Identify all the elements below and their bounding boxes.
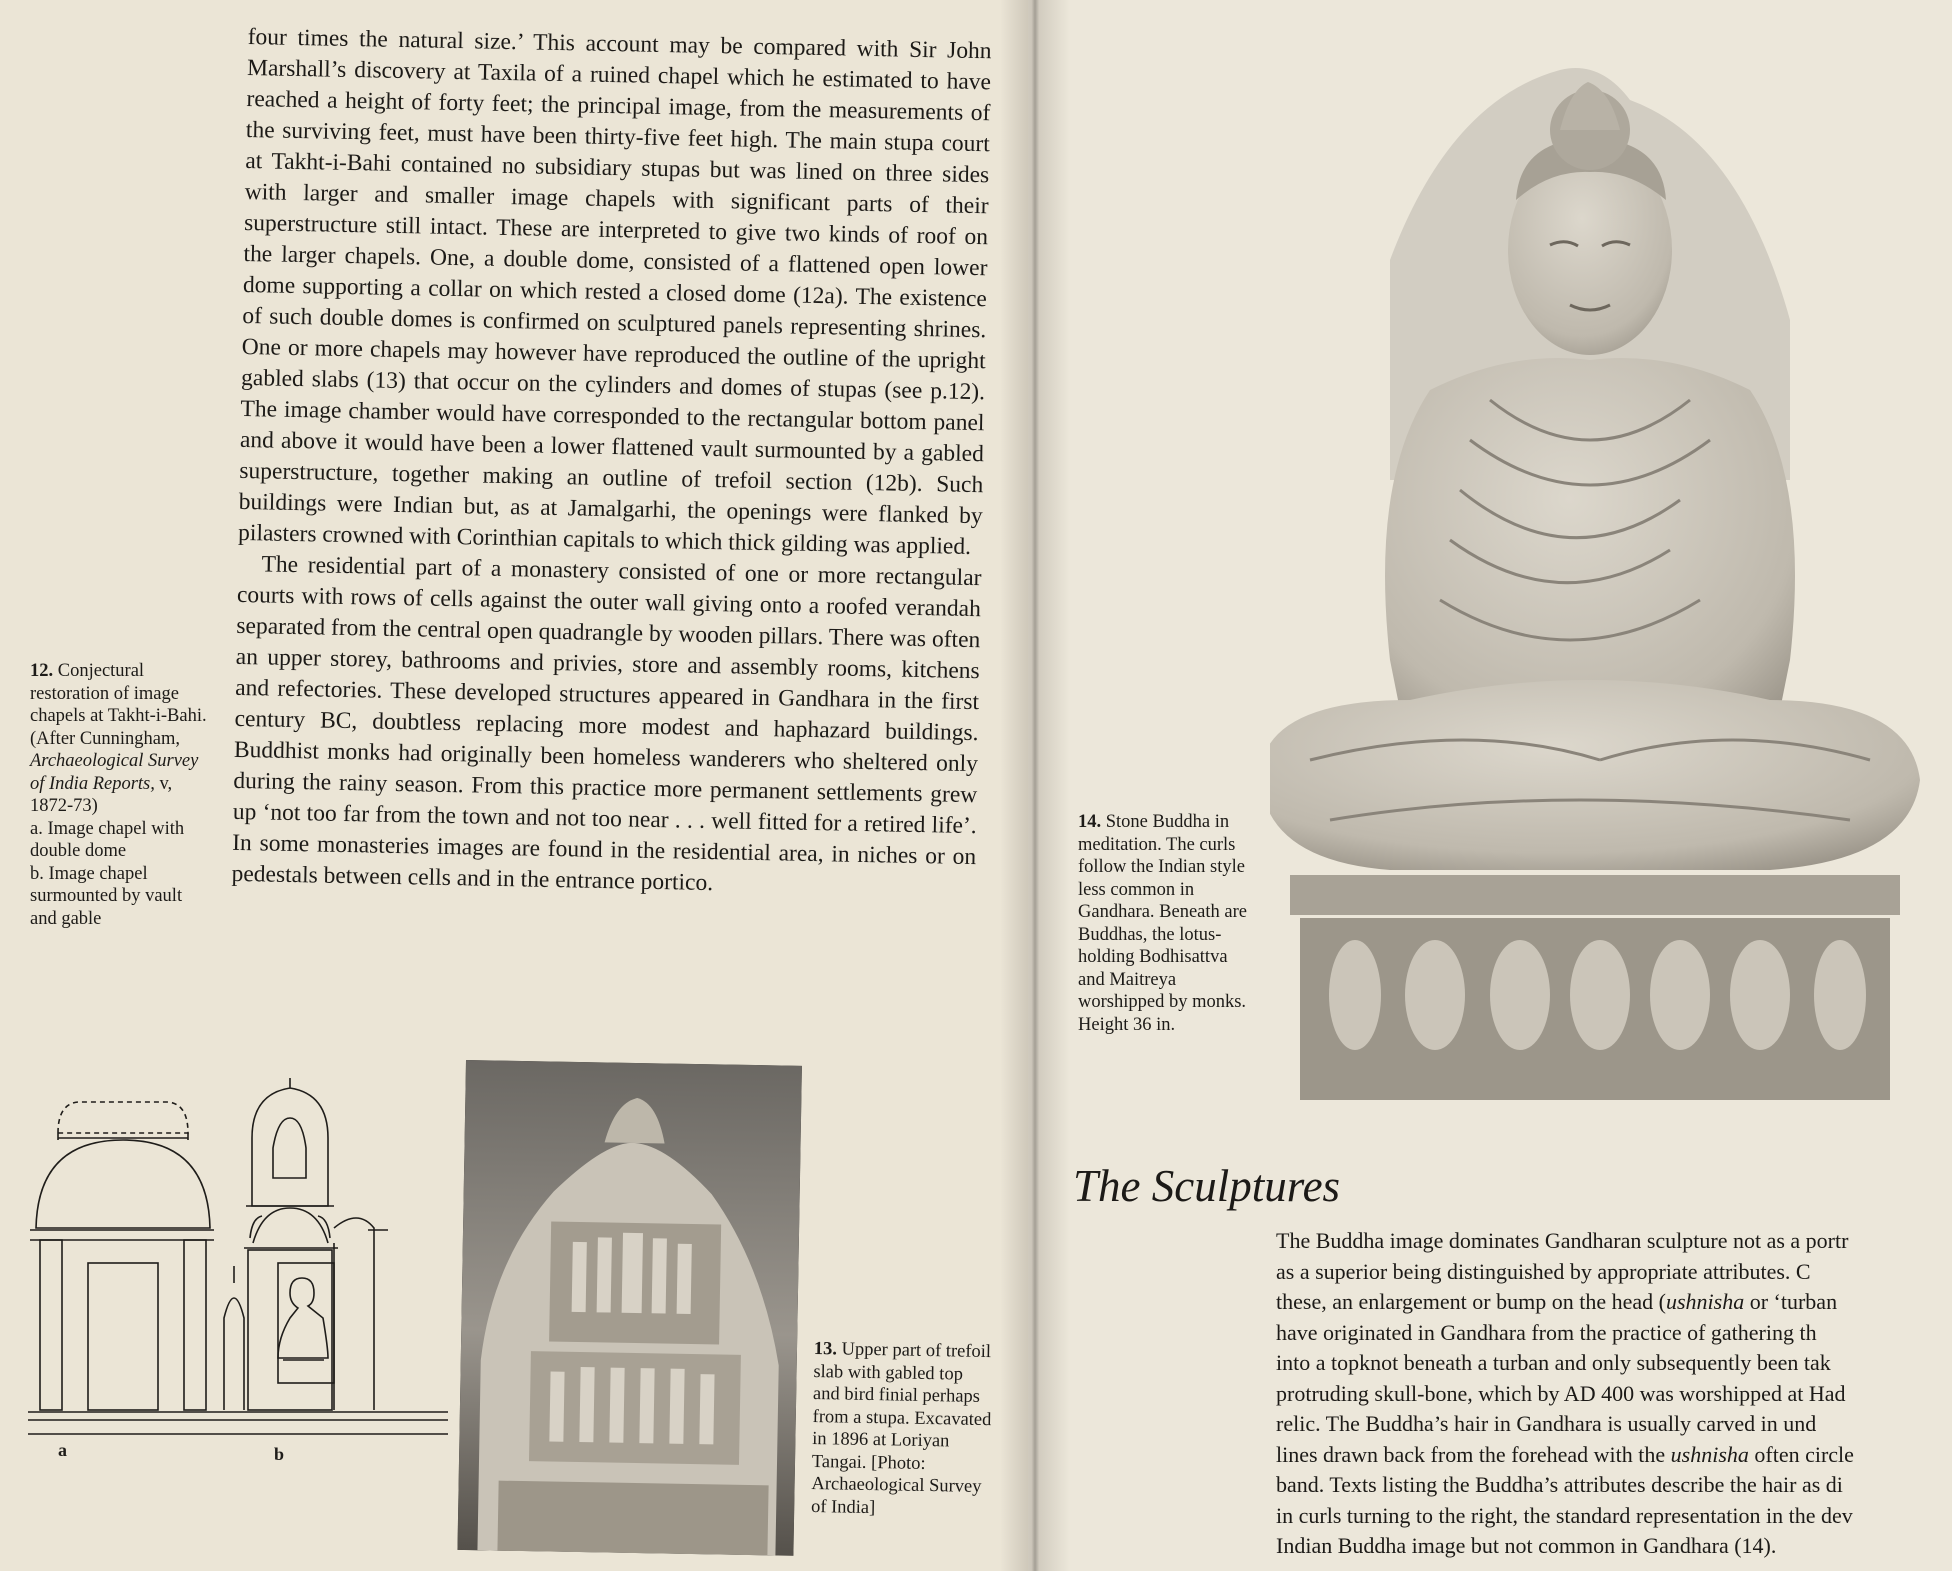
caption-14-number: 14. (1078, 812, 1102, 832)
text-segment: The Buddha image dominates Gandharan sculpture not as a portr (1276, 1228, 1849, 1253)
stone-buddha-photo (1270, 60, 1920, 1100)
text-line (1276, 1470, 1952, 1501)
section-heading-sculptures: The Sculptures (1073, 1161, 1341, 1211)
text-italic-term: ushnisha (1665, 1289, 1745, 1314)
text-segment: these, an enlargement or bump on the head ( (1276, 1289, 1666, 1314)
text-segment: into a topknot beneath a turban and only subsequently been tak (1276, 1350, 1831, 1375)
text-segment: often circle (1748, 1441, 1854, 1467)
caption-12-number: 12. (30, 661, 54, 681)
body-text (231, 22, 992, 904)
text-segment: band. Texts listing the Buddha’s attributes describe the hair as di (1276, 1472, 1843, 1497)
caption-figure-14 (1078, 811, 1258, 1036)
chapel-restoration-drawing (28, 1078, 448, 1538)
text-line (1276, 1440, 1952, 1471)
text-segment: as a superior being distinguished by appropriate attributes. C (1276, 1258, 1811, 1284)
text-italic-term: ushnisha (1670, 1441, 1749, 1467)
text-segment: have originated in Gandhara from the practice of gathering th (1276, 1319, 1817, 1345)
body-paragraph-2: The residential part of a monastery consisted of one or more rectangular courts with rows of cells against the outer wall giving onto a roofed verandah separated from the central open quadrangle by wooden pillars. There was often an upper storey, bathrooms and privies, store and assembly rooms, kitchens and refectories. These developed structures appeared in Gandhara in the first century BC, doubtless replacing more modest and haphazard buildings. Buddhist monks had originally been homeless wanderers who sheltered only during the rainy season. From this practice more permanent settlements grew up ‘not too far from the town and not too near . . . well fitted for a retired life’. In some monasteries images are found in the residential area, in niches or on pedestals between cells and in the entrance portico. (231, 551, 982, 897)
trefoil-slab-photo (457, 1060, 802, 1556)
drawing-label-b: b (274, 1444, 285, 1464)
caption-12-credit-italic: Archaeological Survey of India Reports, (30, 751, 199, 794)
body-paragraph-1: four times the natural size.’ This account may be compared with Sir John Marshall’s discovery at Taxila of a ruined chapel which he estimated to have reached a height of forty feet; the principal image, from the measurements of the surviving feet, must have been thirty-five feet high. The main stupa court at Takht-i-Bahi contained no subsidiary stupas but was lined on three sides with larger and smaller image chapels with significant parts of their superstructure still intact. These are interpreted to give two kinds of roof on the larger chapels. One, a double dome, consisted of a flattened open lower dome supporting a collar on which rested a closed dome (12a). The existence of such double domes is confirmed on sculptured panels representing shrines. One or more chapels may however have reproduced the outline of the upright gabled slabs (13) that occur on the cylinders and domes of stupas (see p.12). The image chamber would have corresponded to the rectangular bottom panel and above it would have been a lower flattened vault surmounted by a gabled superstructure, together making an outline of trefoil section (12b). Such buildings were Indian but, as at Jamalgarhi, the openings were flanked by pilasters crowned with Corinthian capitals to which thick gilding was applied. (237, 23, 992, 560)
text-line (1276, 1531, 1952, 1562)
caption-12-title: Conjectural restoration of image chapels at Takht-i-Bahi. (30, 661, 207, 726)
text-line (1276, 1501, 1952, 1532)
text-line (1276, 1379, 1952, 1410)
text-line (1276, 1226, 1952, 1257)
trefoil-slab-image (457, 1060, 802, 1556)
caption-figure-12 (30, 660, 210, 930)
text-segment: in curls turning to the right, the standard representation in the dev (1276, 1502, 1853, 1528)
caption-12-credit-suffix: v, 1872-73) (30, 773, 173, 816)
text-segment: or ‘turban (1744, 1289, 1838, 1314)
text-line (1276, 1348, 1952, 1379)
caption-13-text: Upper part of trefoil slab with gabled top and bird finial perhaps from a stupa. Excavated in 1896 at Loriyan Tangai. [Photo: Archaeological Survey of India] (810, 1339, 992, 1518)
text-line (1276, 1257, 1952, 1288)
text-segment: protruding skull-bone, which by AD 400 was worshipped at Had (1276, 1380, 1846, 1406)
caption-figure-13 (811, 1338, 994, 1521)
text-segment: lines drawn back from the forehead with the (1276, 1441, 1671, 1467)
caption-13-number: 13. (813, 1338, 838, 1360)
sculptures-body-text (1276, 1226, 1952, 1562)
caption-12-item-a: a. Image chapel with double dome (30, 818, 185, 861)
caption-12-item-b: b. Image chapel surmounted by vault and gable (30, 863, 183, 929)
caption-12-credit-prefix: (After Cunningham, (30, 728, 181, 749)
drawing-label-a: a (58, 1440, 67, 1460)
text-line (1276, 1287, 1952, 1318)
text-segment: relic. The Buddha’s hair in Gandhara is usually carved in und (1276, 1411, 1817, 1436)
caption-14-text: Stone Buddha in meditation. The curls follow the Indian style less common in Gandhara. Beneath are Buddhas, the lotus-holding Bodhisattva and Maitreya worshipped by monks. Height 36 in. (1078, 812, 1247, 1035)
text-line (1276, 1409, 1952, 1440)
text-line (1276, 1318, 1952, 1349)
text-segment: Indian Buddha image but not common in Gandhara (14). (1276, 1533, 1777, 1558)
